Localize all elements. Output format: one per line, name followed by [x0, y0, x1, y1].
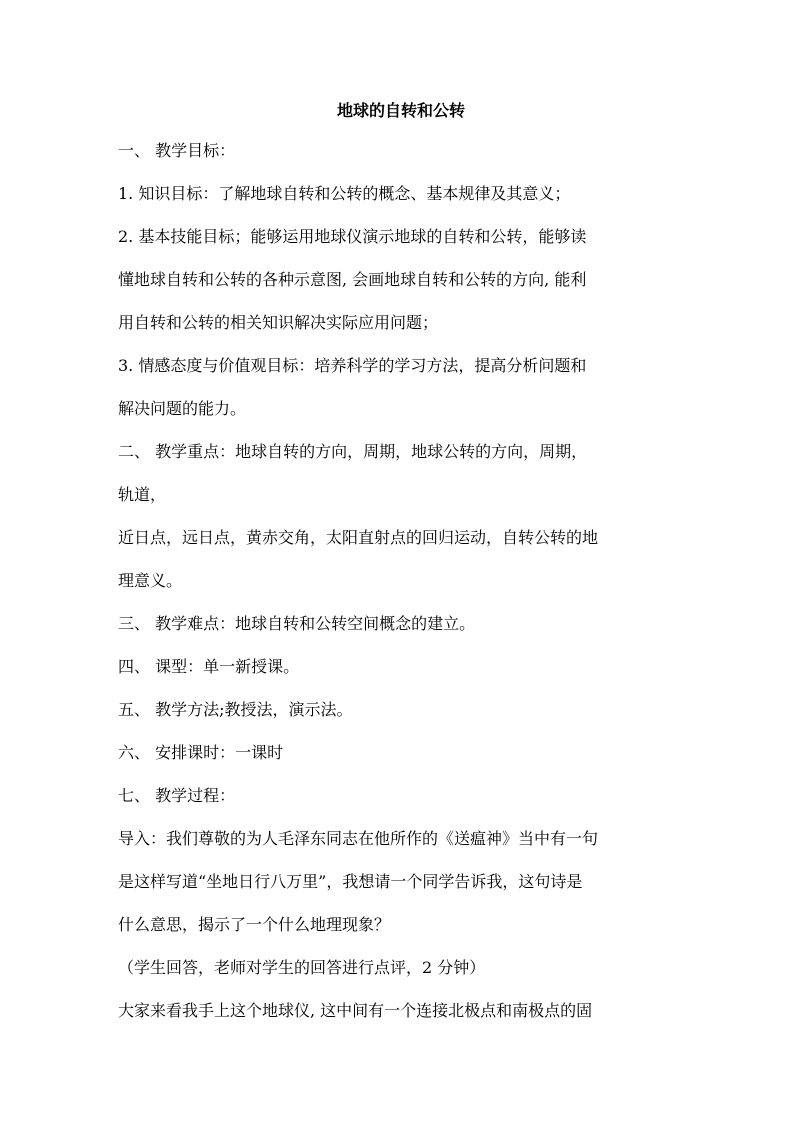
text-line: 是这样写道“坐地日行八万里”，我想请一个同学告诉我，这句诗是 — [118, 872, 583, 891]
text-line: 四、 课型：单一新授课。 — [118, 657, 300, 676]
text-line: 五、 教学方法;教授法，演示法。 — [118, 700, 353, 719]
text-line: 3. 情感态度与价值观目标：培养科学的学习方法，提高分析问题和 — [118, 356, 587, 375]
text-line: 用自转和公转的相关知识解决实际应用问题； — [118, 313, 439, 332]
document-page — [118, 100, 684, 1043]
text-line: 导入：我们尊敬的为人毛泽东同志在他所作的《送瘟神》当中有一句 — [118, 829, 599, 848]
text-line: 六、 安排课时：一课时 — [118, 743, 284, 762]
text-line: 一、 教学目标： — [118, 141, 236, 160]
text-line: 什么意思，揭示了一个什么地理现象？ — [118, 915, 391, 934]
text-line: 理意义。 — [118, 571, 183, 590]
text-line: 三、 教学难点：地球自转和公转空间概念的建立。 — [118, 614, 476, 633]
text-line: （学生回答，老师对学生的回答进行点评，2 分钟） — [118, 958, 486, 977]
text-line: 轨道， — [118, 485, 167, 504]
document-title: 地球的自转和公转 — [336, 101, 465, 120]
text-line: 解决问题的能力。 — [118, 399, 247, 418]
text-line: 1. 知识目标：了解地球自转和公转的概念、基本规律及其意义； — [118, 184, 571, 203]
text-line: 近日点，远日点，黄赤交角，太阳直射点的回归运动，自转公转的地 — [118, 528, 599, 547]
text-line: 七、 教学过程： — [118, 786, 236, 805]
text-line: 二、 教学重点：地球自转的方向，周期，地球公转的方向，周期， — [118, 442, 588, 461]
text-line: 2. 基本技能目标；能够运用地球仪演示地球的自转和公转，能够读 — [118, 227, 587, 246]
text-line: 懂地球自转和公转的各种示意图, 会画地球自转和公转的方向, 能利 — [118, 270, 587, 289]
text-line: 大家来看我手上这个地球仪, 这中间有一个连接北极点和南极点的固 — [118, 1001, 593, 1020]
